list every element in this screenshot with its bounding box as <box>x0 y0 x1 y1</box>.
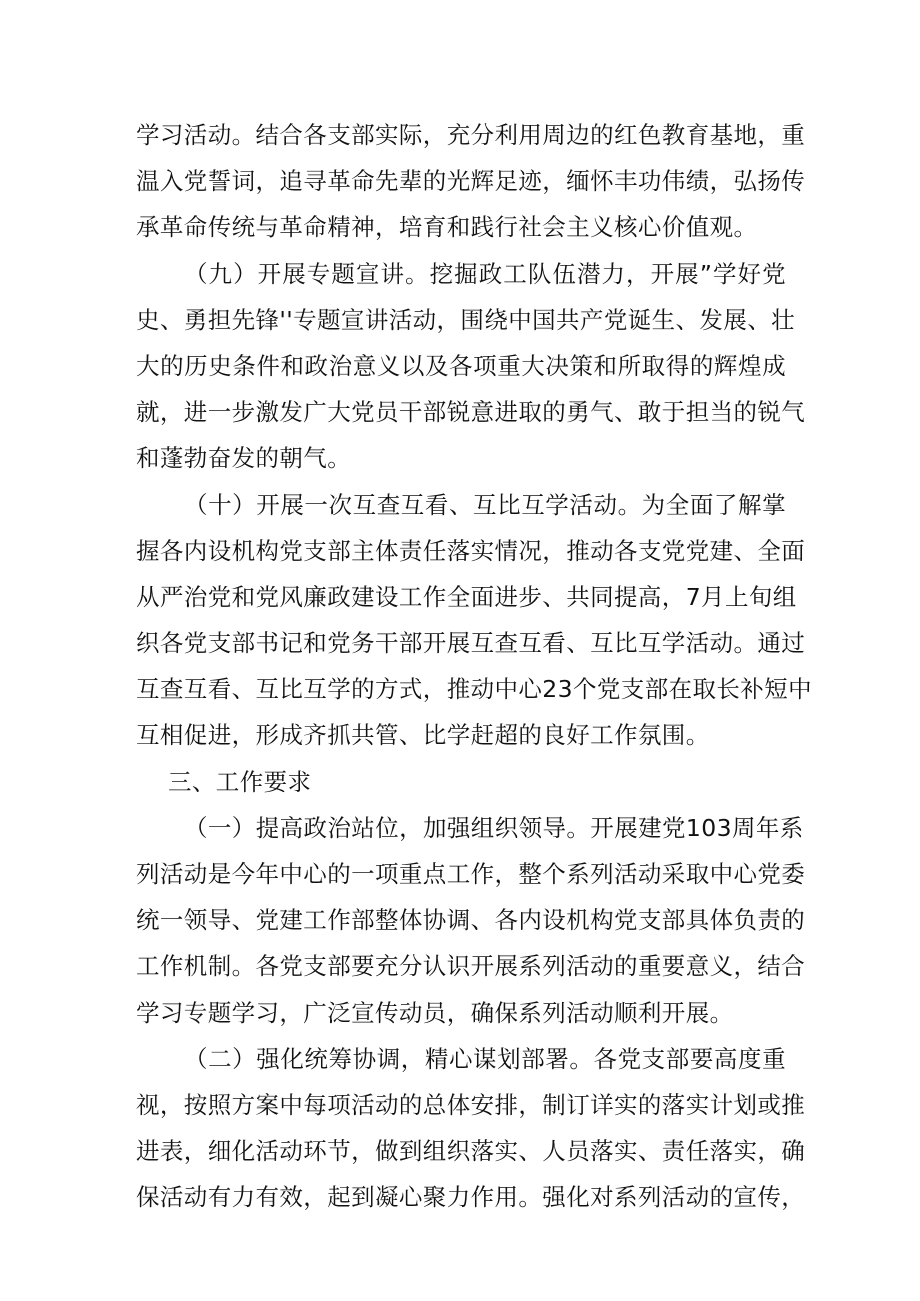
document-body <box>136 112 813 1221</box>
text-line: 互查互看、互比互学的方式，推动中心23个党支部在取长补短中 <box>136 675 813 704</box>
text-line: 大的历史条件和政治意义以及各项重大决策和所取得的辉煌成 <box>136 351 786 380</box>
text-line: 列活动是今年中心的一项重点工作，整个系列活动采取中心党委 <box>136 860 806 888</box>
text-line: 统一领导、党建工作部整体协调、各内设机构党支部具体负责的 <box>136 906 806 935</box>
section-heading: 三、工作要求 <box>168 767 312 796</box>
text-line: 视，按照方案中每项活动的总体安排，制订详实的落实计划或推 <box>136 1090 806 1119</box>
text-line: 承革命传统与革命精神，培育和践行社会主义核心价值观。 <box>136 213 758 242</box>
text-line: 和蓬勃奋发的朝气。 <box>136 444 352 473</box>
paragraph-start-line: （二）强化统筹协调，精心谋划部署。各党支部要高度重 <box>184 1044 786 1073</box>
text-line: 织各党支部书记和党务干部开展互查互看、互比互学活动。通过 <box>136 629 806 658</box>
text-line: 温入党誓词，追寻革命先辈的光辉足迹，缅怀丰功伟绩，弘扬传 <box>136 167 806 196</box>
text-line: 学习活动。结合各支部实际，充分利用周边的红色教育基地，重 <box>136 121 806 149</box>
text-line: 握各内设机构党支部主体责任落实情况，推动各支党党建、全面 <box>136 536 806 565</box>
text-line: 互相促进，形成齐抓共管、比学赶超的良好工作氛围。 <box>136 721 710 750</box>
paragraph-start-line: （九）开展专题宣讲。挖掘政工队伍潜力，开展”学好党 <box>184 259 786 288</box>
text-line: 工作机制。各党支部要充分认识开展系列活动的重要意义，结合 <box>136 952 806 981</box>
text-line: 进表，细化活动环节，做到组织落实、人员落实、责任落实，确 <box>136 1137 806 1166</box>
text-line: 从严治党和党风廉政建设工作全面进步、共同提高，7月上旬组 <box>136 582 797 611</box>
paragraph-start-line: （十）开展一次互查互看、互比互学活动。为全面了解掌 <box>184 490 786 519</box>
text-line: 保活动有力有效，起到凝心聚力作用。强化对系列活动的宣传， <box>136 1183 806 1212</box>
text-line: 学习专题学习，广泛宣传动员，确保系列活动顺利开展。 <box>136 998 734 1027</box>
paragraph-start-line: （一）提高政治站位，加强组织领导。开展建党103周年系 <box>184 813 804 842</box>
text-line: 就，进一步激发广大党员干部锐意进取的勇气、敢于担当的锐气 <box>136 398 806 427</box>
text-line: 史、勇担先锋''专题宣讲活动，围绕中国共产党诞生、发展、壮 <box>136 305 796 334</box>
